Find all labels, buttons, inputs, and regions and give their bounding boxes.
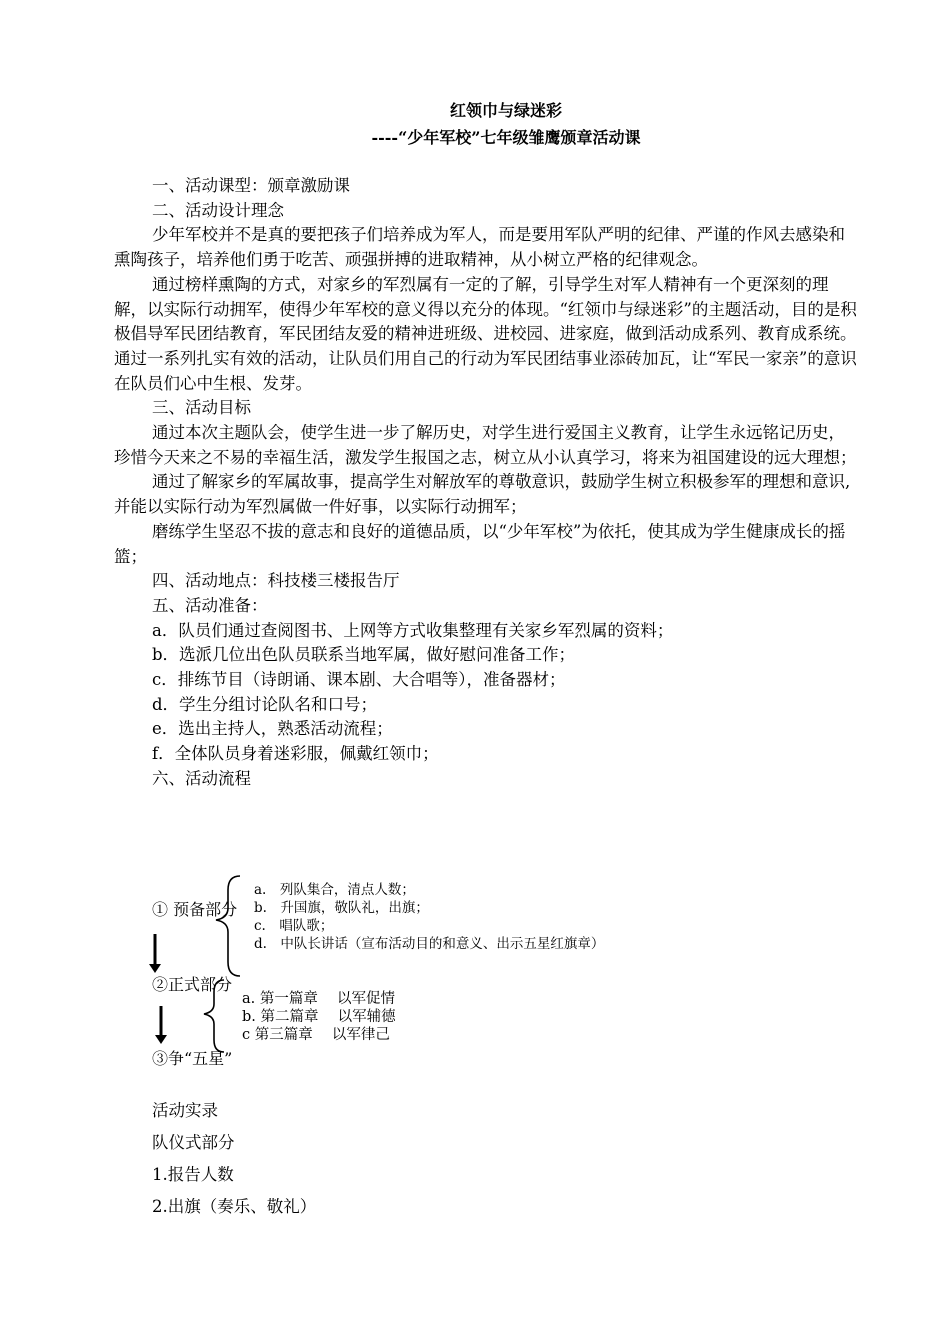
flow-step-1: ① 预备部分 xyxy=(152,900,238,919)
section-heading-6: 六、活动流程 xyxy=(152,768,251,788)
paragraph-5: 磨练学生坚忍不拔的意志和良好的道德品质，以“少年军校”为依托，使其成为学生健康成长的摇篮； xyxy=(114,521,846,566)
brace-2 xyxy=(204,980,224,1052)
section-heading-2: 二、活动设计理念 xyxy=(152,200,284,220)
down-arrow-2-head xyxy=(155,1035,167,1044)
flow-group-1-item: d. 中队长讲话（宣布活动目的和意义、出示五星红旗章） xyxy=(254,936,605,952)
flow-step-3: ③争“五星” xyxy=(152,1049,233,1068)
section-heading-3: 三、活动目标 xyxy=(152,398,251,418)
flow-step-2: ②正式部分 xyxy=(152,975,233,994)
prep-item: e．选出主持人，熟悉活动流程； xyxy=(152,719,393,739)
record-item: 2.出旗（奏乐、敬礼） xyxy=(152,1197,317,1216)
paragraph-3: 通过本次主题队会，使学生进一步了解历史，对学生进行爱国主义教育，让学生永远铭记历史，珍惜今天来之不易的幸福生活，激发学生报国之志，树立从小认真学习，将来为祖国建设的远大理想； xyxy=(114,423,857,467)
flow-group-2 xyxy=(242,990,396,1044)
flow-group-2-item: a. 第一篇章 以军促情 xyxy=(242,991,395,1007)
brace-1 xyxy=(216,876,240,976)
prep-item: c．排练节目（诗朗诵、课本剧、大合唱等），准备器材； xyxy=(152,670,566,690)
flow-group-1-item: c. 唱队歌； xyxy=(254,918,334,934)
flow-group-1-item: a. 列队集合，清点人数； xyxy=(254,882,415,898)
flow-connectors xyxy=(140,872,250,1082)
prep-item: d．学生分组讨论队名和口号； xyxy=(152,694,378,714)
record-heading: 活动实录 xyxy=(152,1101,218,1120)
document-body xyxy=(114,174,858,792)
prep-item: b．选派几位出色队员联系当地军属，做好慰问准备工作； xyxy=(152,645,576,665)
record-part: 队仪式部分 xyxy=(152,1133,235,1152)
document-title: 红领巾与绿迷彩 xyxy=(449,101,562,120)
paragraph-4: 通过了解家乡的军属故事，提高学生对解放军的尊敬意识，鼓励学生树立积极参军的理想和意识, 并能以实际行动为军烈属做一件好事，以实际行动拥军； xyxy=(114,472,851,517)
section-heading-5: 五、活动准备： xyxy=(152,595,268,615)
record-item: 1.报告人数 xyxy=(152,1165,234,1184)
section-heading-4: 四、活动地点：科技楼三楼报告厅 xyxy=(152,571,400,591)
section-heading-1: 一、活动课型：颁章激励课 xyxy=(152,176,350,195)
document-subtitle: ----“少年军校”七年级雏鹰颁章活动课 xyxy=(371,128,641,147)
down-arrow-1-head xyxy=(149,964,161,973)
flow-group-1-item: b. 升国旗，敬队礼，出旗； xyxy=(254,900,429,916)
prep-item: a．队员们通过查阅图书、上网等方式收集整理有关家乡军烈属的资料； xyxy=(152,620,674,640)
flow-group-2-item: c 第三篇章 以军律己 xyxy=(242,1027,390,1043)
flow-group-1 xyxy=(254,881,604,953)
paragraph-2: 通过榜样熏陶的方式，对家乡的军烈属有一定的了解，引导学生对军人精神有一个更深刻的理解，以实际行动拥军，使得少年军校的意义得以充分的体现。“红领巾与绿迷彩”的主题活动，目的是积极倡导军民团结教育，军民团结友爱的精神进班级、进校园、进家庭，做到活动成系列、教育成系统。通过一系列扎实有效的活动，让队员们用自己的行动为军民团结事业添砖加瓦，让“军民一家亲”的意识在队员们心中生根、发芽。 xyxy=(114,274,857,393)
prep-item: f．全体队员身着迷彩服，佩戴红领巾； xyxy=(152,744,439,764)
flow-group-2-item: b. 第二篇章 以军辅德 xyxy=(242,1009,396,1025)
paragraph-1: 少年军校并不是真的要把孩子们培养成为军人，而是要用军队严明的纪律、严谨的作风去感染和熏陶孩子，培养他们勇于吃苦、顽强拼搏的进取精神，从小树立严格的纪律观念。 xyxy=(114,225,845,270)
